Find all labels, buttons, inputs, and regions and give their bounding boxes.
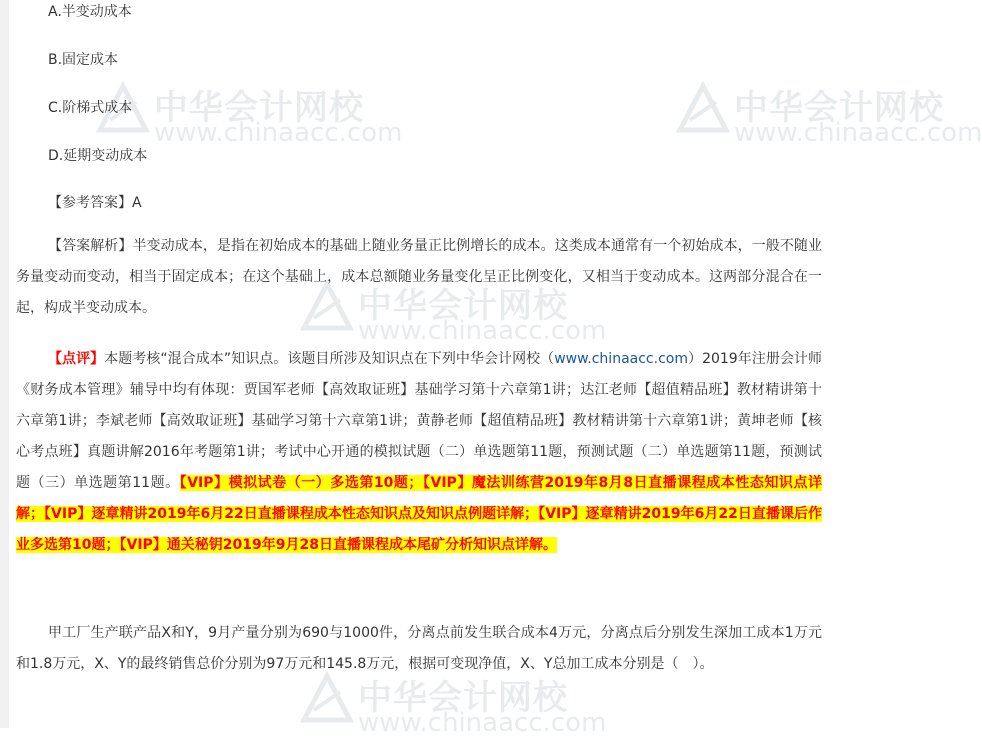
watermark-brand: 中华会计网校	[358, 678, 568, 718]
watermark-url: www.chinaacc.com	[358, 708, 607, 738]
answer-analysis	[16, 231, 822, 324]
vip-highlight: 【VIP】模拟试卷（一）多选第10题；【VIP】魔法训练营2019年8月8日直播课程成本性态知识点详解；【VIP】逐章精讲2019年6月22日直播课程成本性态知识点及知识点例题详解；【VIP】逐章精讲2019年6月22日直播课后作业多选第10题；【VIP】通关秘钥2019年9月28日直播课程成本尾矿分析知识点详解。	[16, 475, 822, 553]
option-c: C.阶梯式成本	[48, 100, 133, 116]
option-a: A.半变动成本	[48, 4, 132, 20]
option-d: D.延期变动成本	[48, 148, 148, 164]
watermark-logo-icon	[676, 82, 730, 136]
comment-text-1: 本题考核“混合成本”知识点。该题目所涉及知识点在下列中华会计网校（	[104, 351, 555, 367]
watermark-logo-icon	[300, 672, 354, 726]
watermark-url: www.chinaacc.com	[734, 118, 982, 148]
comment-text-2: ）2019年注册会计师《财务成本管理》辅导中均有体现：贾国军老师【高效取证班】基础学习第十六章第1讲；达江老师【超值精品班】教材精讲第十六章第1讲；李斌老师【高效取证班】基础学习第十六章第1讲；黄静老师【超值精品班】教材精讲第十六章第1讲；黄坤老师【核心考点班】真题讲解2016年考题第1讲；考试中心开通的模拟试题（二）单选题第11题，预测试题（二）单选题第11题，预测试题（三）单选题第11题。	[16, 351, 822, 491]
left-margin-bar	[0, 0, 9, 728]
reference-answer: 【参考答案】A	[48, 195, 142, 211]
watermark-brand: 中华会计网校	[734, 88, 944, 128]
watermark-url: www.chinaacc.com	[358, 316, 607, 346]
comment-block	[16, 344, 822, 561]
analysis-label: 【答案解析】	[48, 238, 133, 254]
watermark-brand: 中华会计网校	[358, 286, 568, 326]
next-question	[16, 618, 822, 680]
option-b: B.固定成本	[48, 52, 119, 68]
question-text: 甲工厂生产联产品X和Y，9月产量分别为690与1000件，分离点前发生联合成本4万元，分离点后分别发生深加工成本1万元和1.8万元，X、Y的最终销售总价分别为97万元和145.8万元，根据可变现净值，X、Y总加工成本分别是（ ）。	[16, 625, 822, 672]
chinaacc-link[interactable]: www.chinaacc.com	[554, 351, 688, 367]
watermark-brand: 中华会计网校	[154, 88, 364, 128]
analysis-text: 半变动成本，是指在初始成本的基础上随业务量正比例增长的成本。这类成本通常有一个初始成本，一般不随业务量变动而变动，相当于固定成本；在这个基础上，成本总额随业务量变化呈正比例变化，又相当于变动成本。这两部分混合在一起，构成半变动成本。	[16, 238, 823, 316]
watermark-url: www.chinaacc.com	[154, 118, 403, 148]
comment-label: 【点评】	[48, 351, 105, 367]
